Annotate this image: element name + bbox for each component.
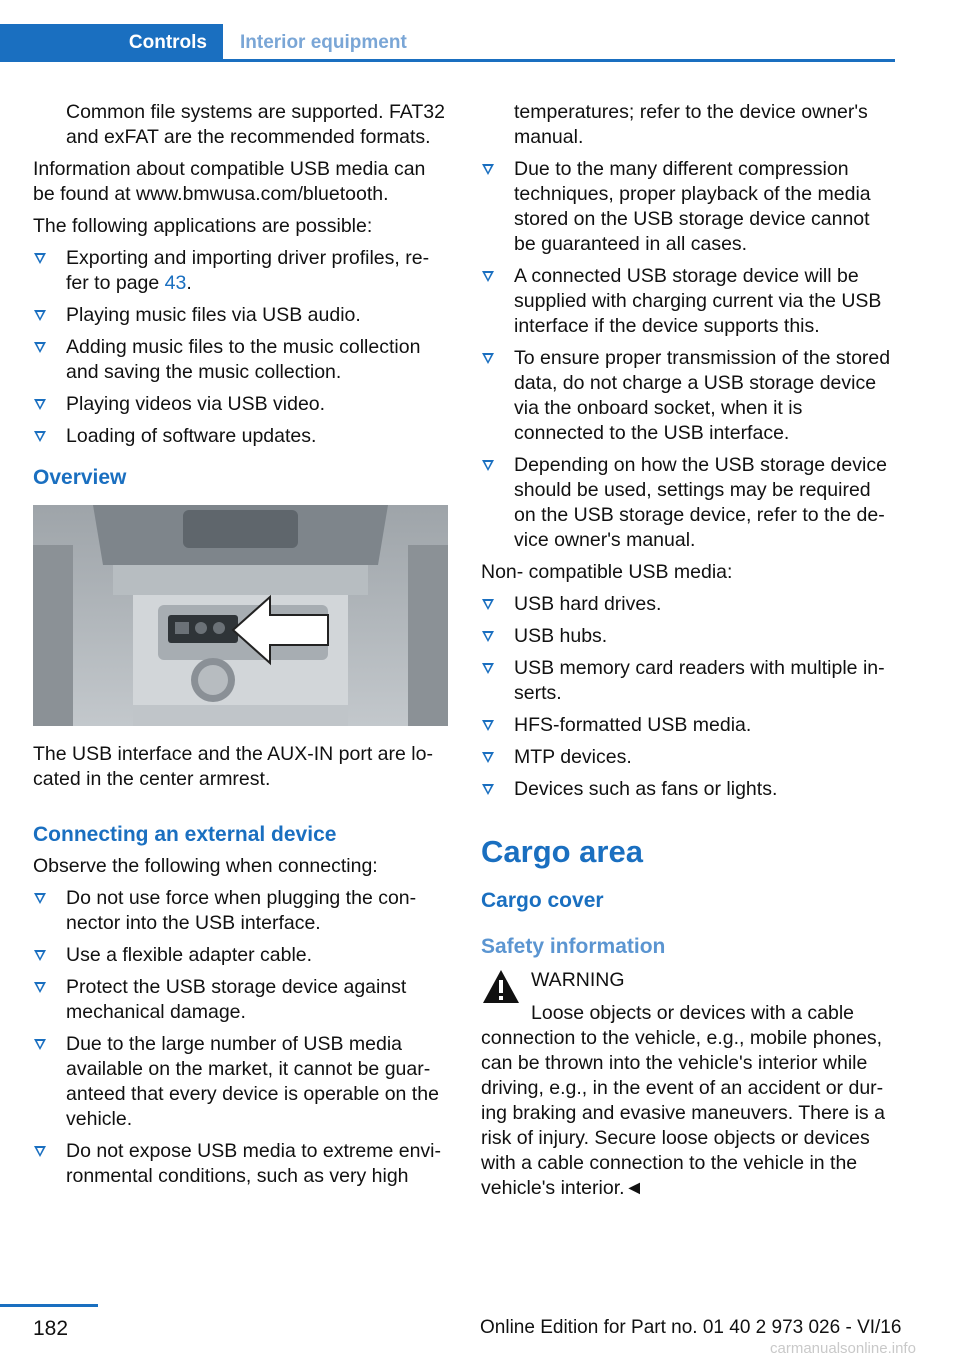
list-item: MTP devices. (481, 745, 896, 770)
edition-text: Online Edition for Part no. 01 40 2 973 026 - VI/16 (480, 1317, 902, 1338)
list-item: A connected USB storage device will be supplied with charging current via the USB interface if the device supports this. (481, 264, 896, 339)
bullet-triangle-icon (482, 784, 494, 795)
list-item: Use a flexible adapter cable. (33, 943, 448, 968)
list-item: Playing videos via USB video. (33, 392, 448, 417)
list-item: To ensure proper transmission of the stored data, do not charge a USB storage device via the onboard socket, when it is connected to the USB interface. (481, 346, 896, 446)
list-item: Playing music files via USB audio. (33, 303, 448, 328)
list-item: Depending on how the USB storage device should be used, settings may be required on the USB storage device, refer to the de‐vice owner's manual. (481, 453, 896, 553)
bullet-triangle-icon (482, 752, 494, 763)
overview-heading: Overview (33, 466, 127, 489)
bullet-triangle-icon (34, 342, 46, 353)
list-item: USB hard drives. (481, 592, 896, 617)
bullet-triangle-icon (34, 253, 46, 264)
cargo-area-heading: Cargo area (481, 834, 643, 869)
header-divider (0, 59, 895, 62)
warning-block (481, 968, 896, 1201)
bullet-triangle-icon (482, 164, 494, 175)
page-header (0, 0, 960, 62)
list-item: USB hubs. (481, 624, 896, 649)
list-item: Loading of software updates. (33, 424, 448, 449)
connecting-heading: Connecting an external device (33, 823, 337, 846)
intro-applications: The following applications are possible: (33, 215, 373, 237)
page-number: 182 (33, 1317, 69, 1340)
watermark: carmanualsonline.info (770, 1340, 916, 1357)
safety-information-heading: Safety information (481, 935, 666, 958)
bullet-triangle-icon (482, 720, 494, 731)
list-item: HFS-formatted USB media. (481, 713, 896, 738)
tab-controls[interactable]: Controls (0, 24, 223, 62)
intro-file-systems: Common file systems are supported. FAT32 and exFAT are the recommended formats. (66, 101, 445, 148)
list-item: Do not use force when plugging the con‐nector into the USB interface. (33, 886, 448, 936)
noncompatible-list (481, 592, 896, 802)
bullet-triangle-icon (34, 893, 46, 904)
warning-label: WARNING (531, 969, 625, 991)
bullet-triangle-icon (482, 663, 494, 674)
noncompatible-intro: Non- compatible USB media: (481, 561, 733, 583)
list-item: Due to the large number of USB media available on the market, it cannot be guar‐anteed that every device is operable on the vehicle. (33, 1032, 448, 1132)
bullet-triangle-icon (34, 982, 46, 993)
connecting-list-continued (481, 157, 896, 553)
bullet-triangle-icon (34, 399, 46, 410)
bullet-triangle-icon (34, 950, 46, 961)
bullet-triangle-icon (482, 631, 494, 642)
list-item: USB memory card readers with multiple in‐serts. (481, 656, 896, 706)
warning-triangle-icon (481, 968, 521, 1006)
footer-divider (0, 1304, 98, 1307)
page-link-43[interactable]: 43 (164, 272, 187, 294)
bullet-triangle-icon (34, 431, 46, 442)
overview-caption: The USB interface and the AUX-IN port are lo‐cated in the center armrest. (33, 743, 433, 790)
left-column (33, 100, 448, 1196)
list-item: Do not expose USB media to extreme envi‐ronmental conditions, such as very high (33, 1139, 448, 1189)
list-item: Protect the USB storage device against mechanical damage. (33, 975, 448, 1025)
continued-text: temperatures; refer to the device owner's manual. (514, 101, 868, 148)
right-column (481, 100, 896, 1201)
warning-text-first: Loose objects or devices with a cable (531, 1002, 855, 1024)
list-item: Due to the many different compression techniques, proper playback of the media stored on the USB storage device cannot be guaranteed in all cases. (481, 157, 896, 257)
bullet-triangle-icon (482, 353, 494, 364)
intro-compatible-media: Information about compatible USB media can be found at www.bmwusa.com/bluetooth. (33, 158, 426, 205)
bullet-triangle-icon (482, 271, 494, 282)
tab-interior-equipment[interactable]: Interior equipment (240, 32, 407, 53)
list-item: Adding music files to the music collection and saving the music collection. (33, 335, 448, 385)
connecting-intro: Observe the following when connecting: (33, 855, 378, 877)
list-item: Devices such as fans or lights. (481, 777, 896, 802)
bullet-triangle-icon (482, 460, 494, 471)
bullet-triangle-icon (34, 1039, 46, 1050)
connecting-list (33, 886, 448, 1189)
applications-list (33, 246, 448, 449)
usb-armrest-photo (33, 505, 448, 726)
bullet-triangle-icon (482, 599, 494, 610)
bullet-triangle-icon (34, 310, 46, 321)
list-item: Exporting and importing driver profiles, re‐fer to page 43. (33, 246, 448, 296)
warning-text: connection to the vehicle, e.g., mobile phones, can be thrown into the vehicle's interior while driving, e.g., in the event of an accident or dur‐ing braking and evasive maneuvers. There is a risk of injury. Secure loose objects or devices with a cable connection to the vehicle in the vehicle's interior.◄ (481, 1027, 885, 1199)
bullet-triangle-icon (34, 1146, 46, 1157)
cargo-cover-heading: Cargo cover (481, 889, 604, 912)
